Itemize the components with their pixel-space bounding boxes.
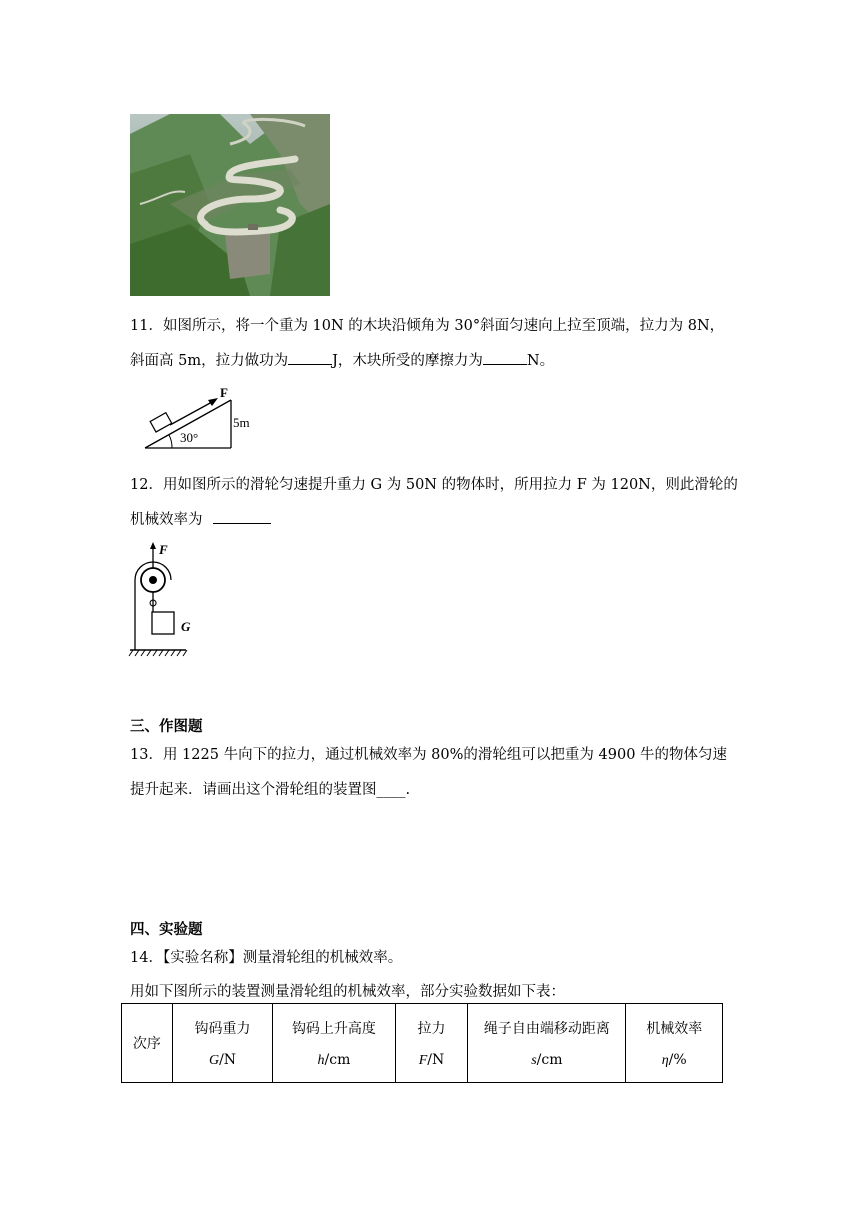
q13-line2: 提升起来．请画出这个滑轮组的装置图____. — [130, 782, 411, 798]
table-header-cell — [122, 1004, 173, 1083]
header-height-symbol: h — [317, 1052, 325, 1068]
header-distance-symbol: s — [531, 1052, 537, 1068]
table-header-cell — [468, 1004, 626, 1083]
q11-line2-a: 斜面高 5m，拉力做功为 — [130, 353, 289, 369]
q11-line2-c: N。 — [526, 353, 555, 369]
header-distance: 绳子自由端移动距离 — [483, 1020, 610, 1037]
force-label: F — [220, 385, 228, 400]
pulley-weight-label: G — [181, 619, 191, 634]
pulley-force-label: F — [159, 542, 168, 557]
section-3-title: 三、作图题 — [130, 719, 203, 735]
header-height-unit: /cm — [324, 1051, 351, 1068]
q14-line2: 用如下图所示的装置测量滑轮组的机械效率，部分实验数据如下表： — [130, 984, 565, 1000]
header-height: 钩码上升高度 — [291, 1020, 376, 1037]
pulley-figure — [128, 540, 208, 658]
height-label: 5m — [233, 415, 250, 430]
table-header-cell — [395, 1004, 468, 1083]
header-efficiency-unit: /% — [668, 1051, 687, 1068]
table-header-cell — [172, 1004, 273, 1083]
q12-line2-text: 机械效率为 — [130, 512, 203, 528]
header-distance-unit: /cm — [536, 1051, 563, 1068]
q12-line1: 12．用如图所示的滑轮匀速提升重力 G 为 50N 的物体时，所用拉力 F 为 120N，则此滑轮的 — [130, 477, 738, 493]
header-efficiency: 机械效率 — [646, 1020, 703, 1037]
header-force: 拉力 — [417, 1020, 446, 1037]
q11-work-blank[interactable] — [288, 350, 332, 365]
incline-figure — [140, 382, 265, 452]
header-order: 次序 — [132, 1036, 161, 1052]
header-weight: 钩码重力 — [194, 1020, 251, 1037]
q12-line2 — [130, 508, 271, 529]
q14-line1: 14．【实验名称】测量滑轮组的机械效率。 — [130, 950, 403, 966]
experiment-table — [121, 1003, 723, 1083]
header-weight-symbol: G — [208, 1052, 220, 1068]
header-force-symbol: F — [418, 1052, 428, 1068]
header-weight-unit: /N — [219, 1051, 237, 1068]
table-header-row — [122, 1004, 723, 1083]
header-efficiency-symbol: η — [661, 1052, 669, 1068]
q11-friction-blank[interactable] — [483, 350, 527, 365]
q11-line2-b: J，木块所受的摩擦力为 — [332, 353, 483, 369]
q12-efficiency-blank[interactable] — [213, 509, 271, 524]
header-force-unit: /N — [427, 1051, 445, 1068]
table-header-cell — [273, 1004, 395, 1083]
angle-label: 30° — [180, 430, 199, 445]
section-4-title: 四、实验题 — [130, 922, 203, 938]
q11-line1: 11．如图所示，将一个重为 10N 的木块沿倾角为 30°斜面匀速向上拉至顶端，拉力为 8N， — [130, 318, 725, 334]
table-header-cell — [626, 1004, 723, 1083]
q13-line1: 13．用 1225 牛向下的拉力，通过机械效率为 80%的滑轮组可以把重为 4900 牛的物体匀速 — [130, 747, 728, 763]
mountain-road-photo — [130, 114, 330, 296]
q11-line2 — [130, 349, 554, 370]
